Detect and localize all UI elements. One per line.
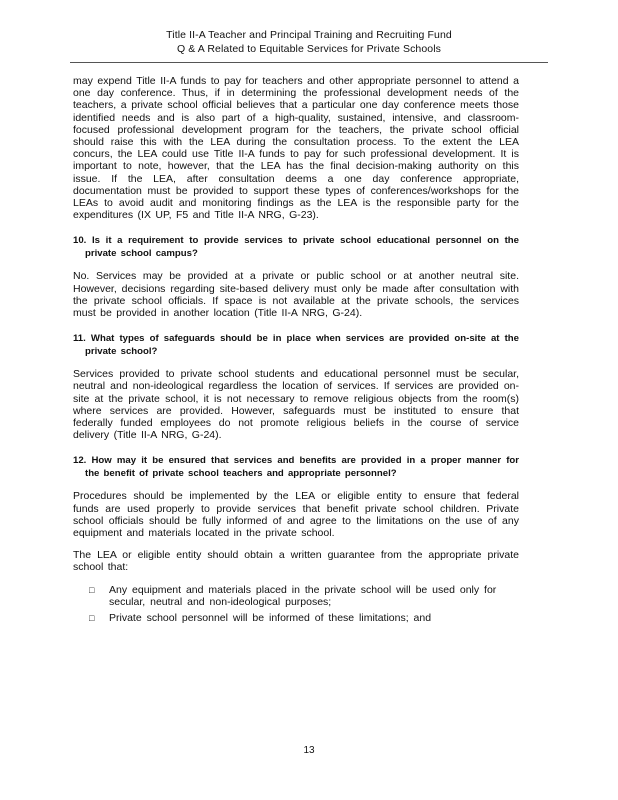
list-item	[89, 612, 519, 624]
header-divider	[70, 62, 548, 63]
list-item-text: Any equipment and materials placed in the private school will be used only for secular, neutral and non-ideological purposes;	[109, 583, 497, 608]
question-10: 10. Is it a requirement to provide services to private school educational personnel on the private school campus?	[73, 235, 519, 259]
list-item	[89, 584, 519, 608]
header-title-line-1: Title II-A Teacher and Principal Training and Recruiting Fund	[166, 29, 452, 41]
answer-10: No. Services may be provided at a private or public school or at another neutral site. However, decisions regarding site-based delivery must only be made after consultation with the private school officials. If space is not available at the private schools, the services must be provided in another location (Title II-A NRG, G-24).	[73, 270, 519, 320]
page-number: 13	[303, 745, 315, 756]
checkbox-bullet-icon: □	[89, 584, 95, 595]
answer-12-paragraph-1: Procedures should be implemented by the LEA or eligible entity to ensure that federal funds are used properly to provide services that benefit private school children. Private school officials should be fully informed of and agree to the limitations on the use of any equipment and materials located in the private school.	[73, 490, 519, 540]
checkbox-bullet-icon: □	[89, 613, 95, 624]
header-title-line-2: Q & A Related to Equitable Services for Private Schools	[176, 43, 442, 55]
answer-12-paragraph-2: The LEA or eligible entity should obtain a written guarantee from the appropriate private school that:	[73, 549, 519, 574]
intro-paragraph: may expend Title II-A funds to pay for teachers and other appropriate personnel to attend a one day conference. Thus, if in determining the professional development needs of the teachers, a private school official believes that a particular one day conference meets those identified needs and is also part of a high-quality, sustained, intensive, and classroom-focused professional development program for the teachers, the private school official should raise this with the LEA during the consultation process. To the extent the LEA concurs, the LEA could use Title II-A funds to pay for such professional development. It is important to note, however, that the LEA has the final decision-making authority on this issue. If the LEA, after consultation deems a one day conference appropriate, documentation must be provided to support these types of conferences/workshops for the LEAs to avoid audit and monitoring findings as the LEA is the responsible party for the expenditures (IX UP, F5 and Title II-A NRG, G-23).	[73, 75, 519, 222]
list-item-text: Private school personnel will be informed of these limitations; and	[109, 612, 432, 625]
page-body	[73, 75, 519, 628]
guarantee-list	[73, 584, 519, 625]
question-11: 11. What types of safeguards should be in place when services are provided on-site at the private school?	[73, 333, 519, 357]
answer-11: Services provided to private school students and educational personnel must be secular, neutral and non-ideological regardless the location of services. If services are provided on-site at the private school, it is not necessary to remove religious objects from the room(s) where services are provided. However, safeguards must be instituted to ensure that federally funded employees do not promote religious beliefs in the course of service delivery (Title II-A NRG, G-24).	[73, 368, 519, 442]
page-header	[70, 28, 548, 56]
question-12: 12. How may it be ensured that services and benefits are provided in a proper manner for the benefit of private school teachers and appropriate personnel?	[73, 455, 519, 479]
